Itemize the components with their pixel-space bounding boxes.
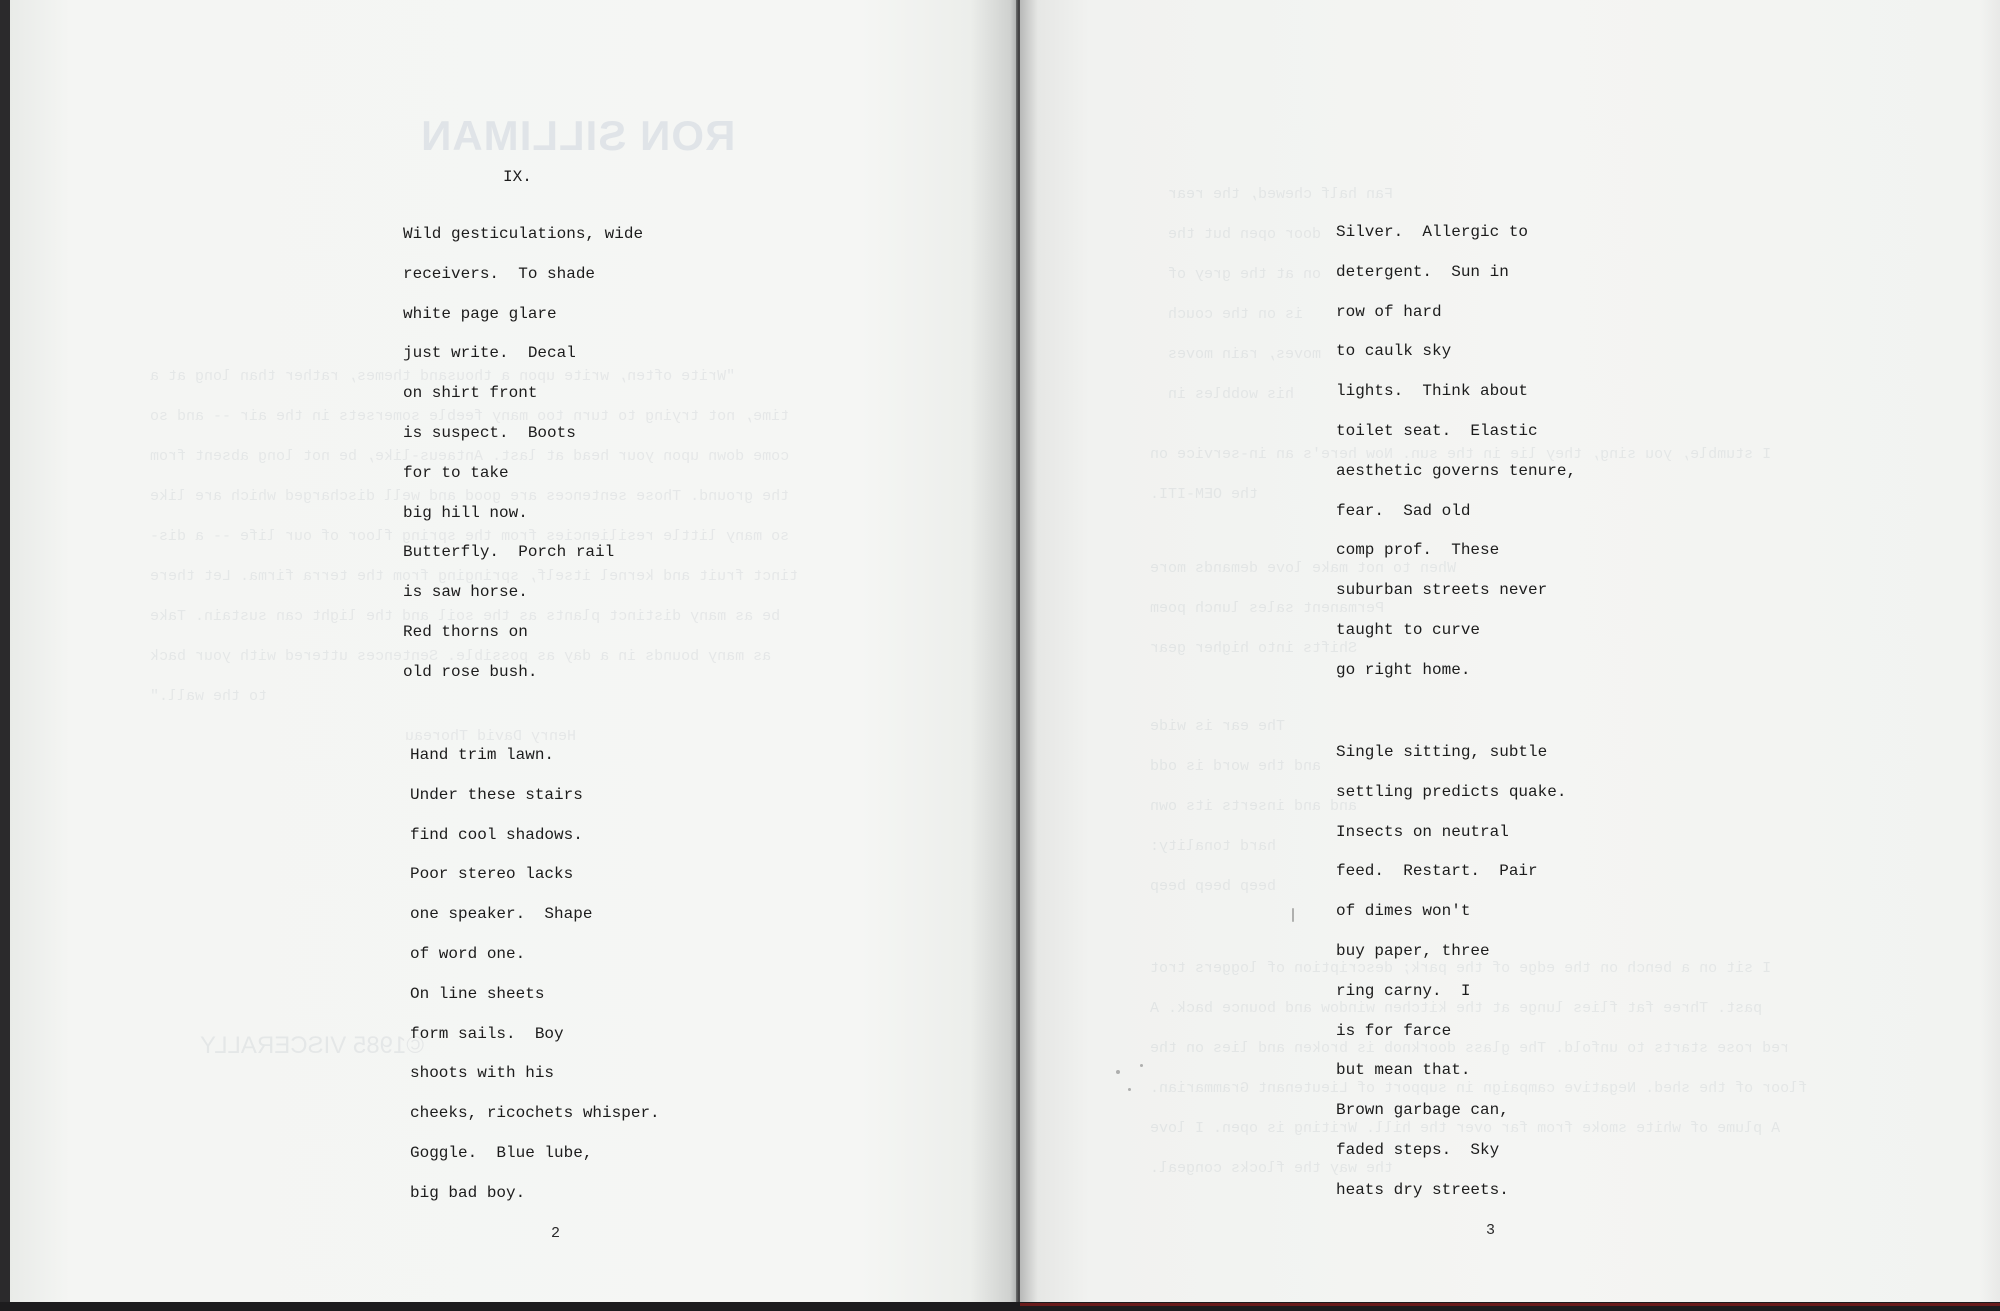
poem-line: big hill now. — [403, 503, 528, 522]
poem-line: taught to curve — [1336, 620, 1481, 639]
show-through-title: RON SILLIMAN — [420, 112, 736, 159]
poem-line: Hand trim lawn. — [410, 746, 555, 764]
show-through-text: Permanent sales lunch poem — [1150, 600, 1385, 617]
paper-speck — [1116, 1070, 1120, 1074]
show-through-text: I stumble, you sing, they lie in the sun. Now here's an in-service on — [1150, 446, 1772, 463]
show-through-text: on at the grey of — [1168, 266, 1322, 283]
poem-line: heats dry streets. — [1336, 1180, 1509, 1199]
poem-line: aesthetic governs tenure, — [1336, 461, 1577, 480]
show-through-text: door open but the — [1168, 226, 1322, 243]
poem-line: fear. Sad old — [1336, 501, 1471, 520]
show-through-text: and and inserts its own — [1150, 798, 1358, 815]
left-stanza-2 — [410, 745, 660, 1223]
poem-line: Single sitting, subtle — [1336, 743, 1548, 761]
show-through-text: the way the flocks congeal. — [1150, 1160, 1394, 1177]
show-through-text: ©1985 VISCERALLY — [200, 1032, 425, 1059]
show-through-text: Fan half chewed, the rear — [1168, 186, 1394, 203]
poem-line: comp prof. These — [1336, 541, 1500, 560]
poem-line: form sails. Boy — [410, 1024, 564, 1043]
show-through-text: the ground. Those sentences are good and well discharged which are like — [150, 488, 790, 505]
poem-line: faded steps. Sky — [1336, 1140, 1500, 1159]
paper-speck — [1128, 1088, 1131, 1091]
show-through-text: beep beep beep — [1150, 878, 1277, 895]
poem-line: Goggle. Blue lube, — [410, 1143, 593, 1162]
poem-line: suburban streets never — [1336, 581, 1548, 600]
poem-line: one speaker. Shape — [410, 905, 593, 924]
poem-line: is saw horse. — [403, 583, 528, 602]
poem-line: buy paper, three — [1336, 941, 1490, 960]
poem-line: find cool shadows. — [410, 825, 583, 844]
poem-line: Wild gesticulations, wide — [403, 225, 644, 243]
show-through-text: hard tonality: — [1150, 838, 1277, 855]
poem-line: Brown garbage can, — [1336, 1101, 1509, 1120]
show-through-text: When to not make love demands more — [1150, 560, 1457, 577]
poem-line: lights. Think about — [1336, 382, 1529, 401]
poem-line: for to take — [403, 463, 509, 482]
poem-line: of word one. — [410, 944, 526, 963]
poem-line: is suspect. Boots — [403, 423, 576, 442]
poem-line: receivers. To shade — [403, 264, 596, 283]
right-stanza-2 — [1336, 742, 1566, 1220]
poem-line: old rose bush. — [403, 662, 538, 681]
show-through-text: as many bounds in a day as possible. Sentences uttered with your back — [150, 648, 772, 665]
poem-line: toilet seat. Elastic — [1336, 421, 1538, 440]
show-through-text: past. Three fat flies lunge at the kitchen window and bounce back. A — [1150, 1000, 1763, 1017]
poem-line: Poor stereo lacks — [410, 865, 574, 884]
show-through-text: Henry David Thoreau — [405, 728, 577, 745]
page-number: 2 — [551, 1225, 561, 1242]
page-edge-shadow — [1020, 1303, 2000, 1306]
show-through-text: tinct fruit and kernel itself, springing from the terra firma. Let there — [150, 568, 799, 585]
poem-line: of dimes won't — [1336, 902, 1471, 921]
show-through-text: so many little resiliencies from the spring floor of our life -- a dis- — [150, 528, 790, 545]
show-through-text: to the wall." — [150, 688, 268, 705]
show-through-text: floor of the shed. Negative campaign in support of Lieutenant Grammarian. — [1150, 1080, 1808, 1097]
show-through-text: the OEM-ITI. — [1150, 486, 1259, 503]
show-through-text: "Write often, write upon a thousand themes, rather than long at a — [150, 368, 736, 385]
show-through-text: time, not trying to turn too many feeble somersets in the air -- and so — [150, 408, 790, 425]
page-number: 3 — [1486, 1222, 1496, 1239]
left-stanza-1 — [403, 224, 643, 702]
show-through-text: is on the couch — [1168, 306, 1304, 323]
right-page — [1020, 0, 2000, 1304]
poem-line: Butterfly. Porch rail — [403, 543, 615, 562]
poem-line: on shirt front — [403, 384, 538, 403]
poem-line: Silver. Allergic to — [1336, 223, 1529, 241]
paper-speck — [1140, 1064, 1143, 1067]
show-through-text: be as many distinct plants as the soil and the light can sustain. Take — [150, 608, 781, 625]
paper-speck — [1292, 908, 1294, 922]
show-through-text: Shifts into higher gear — [1150, 640, 1358, 657]
poem-line: settling predicts quake. — [1336, 782, 1567, 801]
poem-line: Insects on neutral — [1336, 822, 1509, 841]
left-page — [10, 0, 1018, 1304]
poem-line: detergent. Sun in — [1336, 262, 1509, 281]
poem-line: ring carny. I — [1336, 981, 1471, 1000]
show-through-text: red rose starts to unfold. The glass doorknob is broken and lies on the — [1150, 1040, 1790, 1057]
poem-line: Red thorns on — [403, 622, 528, 641]
right-stanza-1 — [1336, 222, 1576, 700]
poem-line: row of hard — [1336, 302, 1442, 321]
show-through-text: The ear is wide — [1150, 718, 1286, 735]
poem-line: to caulk sky — [1336, 342, 1452, 361]
poem-line: go right home. — [1336, 660, 1471, 679]
poem-line: just write. Decal — [403, 344, 576, 363]
show-through-text: his wobbles in — [1168, 386, 1295, 403]
show-through-text: moves, rain moves — [1168, 346, 1322, 363]
show-through-text: A plume of white smoke from far over the hill. Writing is open. I love — [1150, 1120, 1781, 1137]
poem-line: feed. Restart. Pair — [1336, 862, 1538, 881]
show-through-text: and the word is odd — [1150, 758, 1322, 775]
section-heading: IX. — [503, 168, 532, 186]
poem-line: big bad boy. — [410, 1183, 526, 1202]
poem-line: Under these stairs — [410, 785, 583, 804]
poem-line: white page glare — [403, 304, 557, 323]
show-through-text: come down upon your head at last. Antaeus-like, be not long absent from — [150, 448, 790, 465]
poem-line: cheeks, ricochets whisper. — [410, 1104, 660, 1123]
poem-line: shoots with his — [410, 1064, 555, 1083]
show-through-text: I sit on a bench on the edge of the park; description of loggers trot — [1150, 960, 1772, 977]
poem-line: is for farce — [1336, 1021, 1452, 1040]
poem-line: On line sheets — [410, 984, 545, 1003]
poem-line: but mean that. — [1336, 1061, 1471, 1080]
